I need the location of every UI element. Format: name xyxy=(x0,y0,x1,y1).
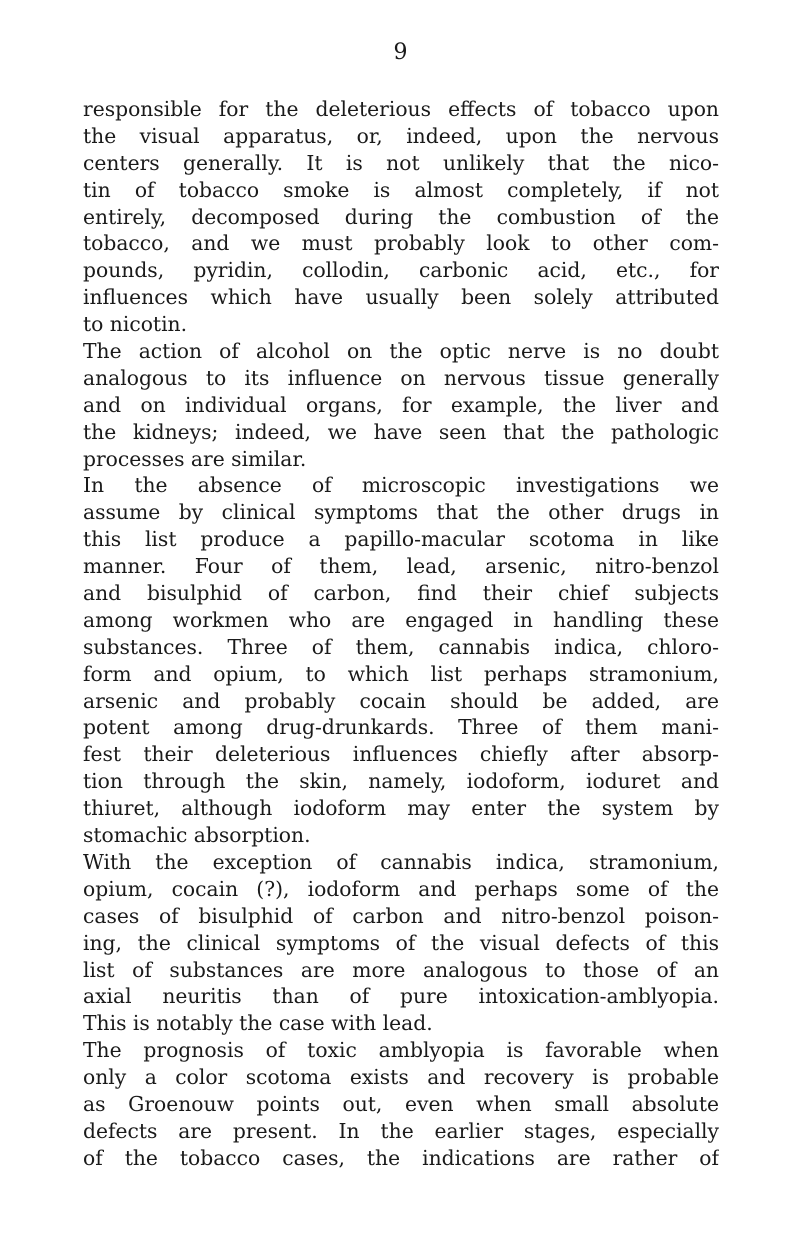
text-line: list of substances are more analogous to those of an xyxy=(83,957,719,982)
text-line: the kidneys; indeed, we have seen that the pathologic xyxy=(83,419,719,444)
page-number: 9 xyxy=(393,40,408,65)
text-line: tion through the skin, namely, iodoform, ioduret and xyxy=(83,769,719,794)
text-line: pounds, pyridin, collodin, carbonic acid, etc., for xyxy=(83,258,719,283)
text-line: defects are present. In the earlier stages, especially xyxy=(83,1118,719,1143)
text-line: and on individual organs, for example, the liver and xyxy=(83,392,719,417)
text-line: axial neuritis than of pure intoxication-amblyopia. xyxy=(83,984,719,1009)
text-line: form and opium, to which list perhaps stramonium, xyxy=(83,661,719,686)
text-line: The prognosis of toxic amblyopia is favorable when xyxy=(83,1038,719,1063)
text-line: manner. Four of them, lead, arsenic, nitro-benzol xyxy=(83,554,719,579)
text-line: as Groenouw points out, even when small absolute xyxy=(83,1091,719,1116)
text-line: to nicotin. xyxy=(83,312,188,337)
text-line: assume by clinical symptoms that the other drugs in xyxy=(83,500,719,525)
text-line: ing, the clinical symptoms of the visual defects of this xyxy=(83,930,719,955)
text-line: tin of tobacco smoke is almost completely, if not xyxy=(83,177,719,202)
body-text xyxy=(83,96,719,1172)
text-line: With the exception of cannabis indica, stramonium, xyxy=(83,849,719,874)
text-line: substances. Three of them, cannabis indica, chloro- xyxy=(83,634,719,659)
text-line: stomachic absorption. xyxy=(83,823,311,848)
text-line: opium, cocain (?), iodoform and perhaps some of the xyxy=(83,876,719,901)
text-line: arsenic and probably cocain should be added, are xyxy=(83,688,719,713)
text-line: cases of bisulphid of carbon and nitro-benzol poison- xyxy=(83,903,719,928)
text-line: fest their deleterious influences chiefly after absorp- xyxy=(83,742,719,767)
text-line: potent among drug-drunkards. Three of them mani- xyxy=(83,715,719,740)
text-line: among workmen who are engaged in handling these xyxy=(83,607,719,632)
text-line: centers generally. It is not unlikely that the nico- xyxy=(83,150,719,175)
text-line: analogous to its influence on nervous tissue generally xyxy=(83,365,719,390)
text-line: The action of alcohol on the optic nerve is no doubt xyxy=(83,339,719,364)
text-line: only a color scotoma exists and recovery is probable xyxy=(83,1065,719,1090)
text-line: In the absence of microscopic investigations we xyxy=(83,473,719,498)
text-line: tobacco, and we must probably look to other com- xyxy=(83,231,719,256)
text-line: and bisulphid of carbon, find their chief subjects xyxy=(83,581,719,606)
text-line: entirely, decomposed during the combustion of the xyxy=(83,204,719,229)
text-line: influences which have usually been solely attributed xyxy=(83,285,719,310)
text-line: This is notably the case with lead. xyxy=(83,1011,433,1036)
text-line: processes are similar. xyxy=(83,446,307,471)
text-line: thiuret, although iodoform may enter the system by xyxy=(83,796,719,821)
text-line: this list produce a papillo-macular scotoma in like xyxy=(83,527,719,552)
text-line: of the tobacco cases, the indications are rather of xyxy=(83,1145,719,1170)
text-line: the visual apparatus, or, indeed, upon the nervous xyxy=(83,123,719,148)
text-line: responsible for the deleterious effects of tobacco upon xyxy=(83,97,719,121)
